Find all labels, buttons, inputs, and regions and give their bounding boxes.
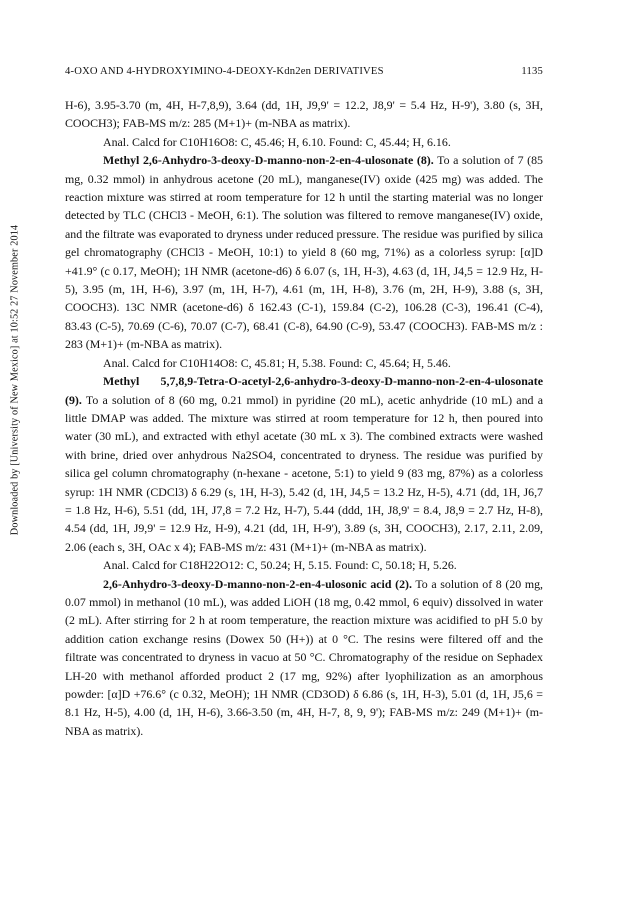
article-body	[65, 96, 543, 740]
compound-9-heading: Methyl 5,7,8,9-Tetra-O-acetyl-2,6-anhydro-3-deoxy-D-manno-non-2-en-4-ulosonate (9).	[65, 374, 543, 407]
running-title: 4-OXO AND 4-HYDROXYIMINO-4-DEOXY-Kdn2en DERIVATIVES	[65, 66, 384, 77]
download-watermark	[8, 120, 22, 640]
paragraph-compound-8	[65, 151, 543, 353]
compound-2-procedure: To a solution of 8 (20 mg, 0.07 mmol) in methanol (10 mL), was added LiOH (18 mg, 0.42 mmol, 6 equiv) dissolved in water (2 mL). After stirring for 2 h at room temperature, the reaction mixture was acidified to pH 5.0 by addition cation exchange resins (Dowex 50 (H+)) at 0 °C. The resins were filtered off and the filtrate was concentrated to dryness in vacuo at 50 °C. Chromatography of the residue on Sephadex LH-20 with methanol afforded product 2 (17 mg, 92%) after lyophilization as an amorphous powder: [α]D +76.6° (c 0.32, MeOH); 1H NMR (CD3OD) δ 6.86 (s, 1H, H-3), 5.01 (d, 1H, J5,6 = 8.1 Hz, H-5), 4.00 (d, 1H, H-6), 3.66-3.50 (m, 4H, H-7, 8, 9, 9'); FAB-MS m/z: 249 (M+1)+ (m-NBA as matrix).	[65, 576, 544, 738]
page-number: 1135	[521, 66, 543, 77]
running-header	[65, 66, 543, 77]
paragraph-analysis-9: Anal. Calcd for C18H22O12: C, 50.24; H, 5.15. Found: C, 50.18; H, 5.26.	[103, 558, 457, 573]
download-watermark-text: Downloaded by [University of New Mexico] at 10:52 27 November 2014	[9, 224, 21, 536]
compound-2-heading: 2,6-Anhydro-3-deoxy-D-manno-non-2-en-4-ulosonic acid (2).	[103, 576, 412, 591]
compound-8-procedure: To a solution of 7 (85 mg, 0.32 mmol) in anhydrous acetone (20 mL), manganese(IV) oxide (425 mg) was added. The reaction mixture was stirred at room temperature for 12 h until the starting material was no longer detected by TLC (CHCl3 - MeOH, 6:1). The solution was filtered to remove manganese(IV) oxide, and the filtrate was evaporated to dryness under reduced pressure. The residue was purified by silica gel chromatography (CHCl3 - MeOH, 10:1) to yield 8 (60 mg, 71%) as a colorless syrup: [α]D +41.9° (c 0.17, MeOH); 1H NMR (acetone-d6) δ 6.07 (s, 1H, H-3), 4.63 (d, 1H, J4,5 = 12.9 Hz, H-5), 3.95 (m, 1H, H-6), 3.97 (m, 1H, H-7), 4.61 (m, 1H, H-8), 3.76 (m, 2H, H-9), 3.88 (s, 3H, COOCH3). 13C NMR (acetone-d6) δ 162.43 (C-1), 159.84 (C-2), 106.28 (C-3), 196.41 (C-4), 83.43 (C-5), 70.69 (C-6), 70.07 (C-7), 68.41 (C-8), 64.90 (C-9), 53.47 (COOCH3). FAB-MS m/z : 283 (M+1)+ (m-NBA as matrix).	[65, 153, 543, 352]
compound-9-procedure: To a solution of 8 (60 mg, 0.21 mmol) in pyridine (20 mL), acetic anhydride (10 mL) and a little DMAP was added. The mixture was stirred at room temperature for 12 h, then poured into water (30 mL), and extracted with ethyl acetate (30 mL x 3). The combined extracts were washed with brine, dried over anhydrous Na2SO4, concentrated to dryness. The residue was purified by silica gel column chromatography (n-hexane - acetone, 5:1) to yield 9 (83 mg, 87%) as a colorless syrup: 1H NMR (CDCl3) δ 6.29 (s, 1H, H-3), 5.42 (d, 1H, J4,5 = 13.2 Hz, H-5), 4.71 (dd, 1H, J6,7 = 1.8 Hz, H-6), 5.51 (dd, 1H, J7,8 = 7.2 Hz, H-7), 5.44 (ddd, 1H, J8,9' = 8.4, J8,9 = 2.7 Hz, H-8), 4.54 (dd, 1H, J9,9' = 12.9 Hz, H-9), 4.21 (dd, 1H, H-9'), 3.89 (s, 3H, COOCH3), 2.17, 2.11, 2.09, 2.06 (each s, 3H, OAc x 4); FAB-MS m/z: 431 (M+1)+ (m-NBA as matrix).	[65, 392, 543, 554]
paragraph-analysis-8: Anal. Calcd for C10H14O8: C, 45.81; H, 5.38. Found: C, 45.64; H, 5.46.	[103, 355, 451, 370]
paragraph-compound-2	[65, 575, 543, 741]
paragraph-continued-nmr: H-6), 3.95-3.70 (m, 4H, H-7,8,9), 3.64 (dd, 1H, J9,9' = 12.2, J8,9' = 5.4 Hz, H-9'), 3.80 (s, 3H, COOCH3); FAB-MS m/z: 285 (M+1)+ (m-NBA as matrix).	[65, 98, 543, 131]
compound-8-heading: Methyl 2,6-Anhydro-3-deoxy-D-manno-non-2-en-4-ulosonate (8).	[103, 153, 434, 168]
paragraph-compound-9	[65, 372, 543, 556]
paragraph-analysis-7: Anal. Calcd for C10H16O8: C, 45.46; H, 6.10. Found: C, 45.44; H, 6.16.	[103, 134, 451, 149]
